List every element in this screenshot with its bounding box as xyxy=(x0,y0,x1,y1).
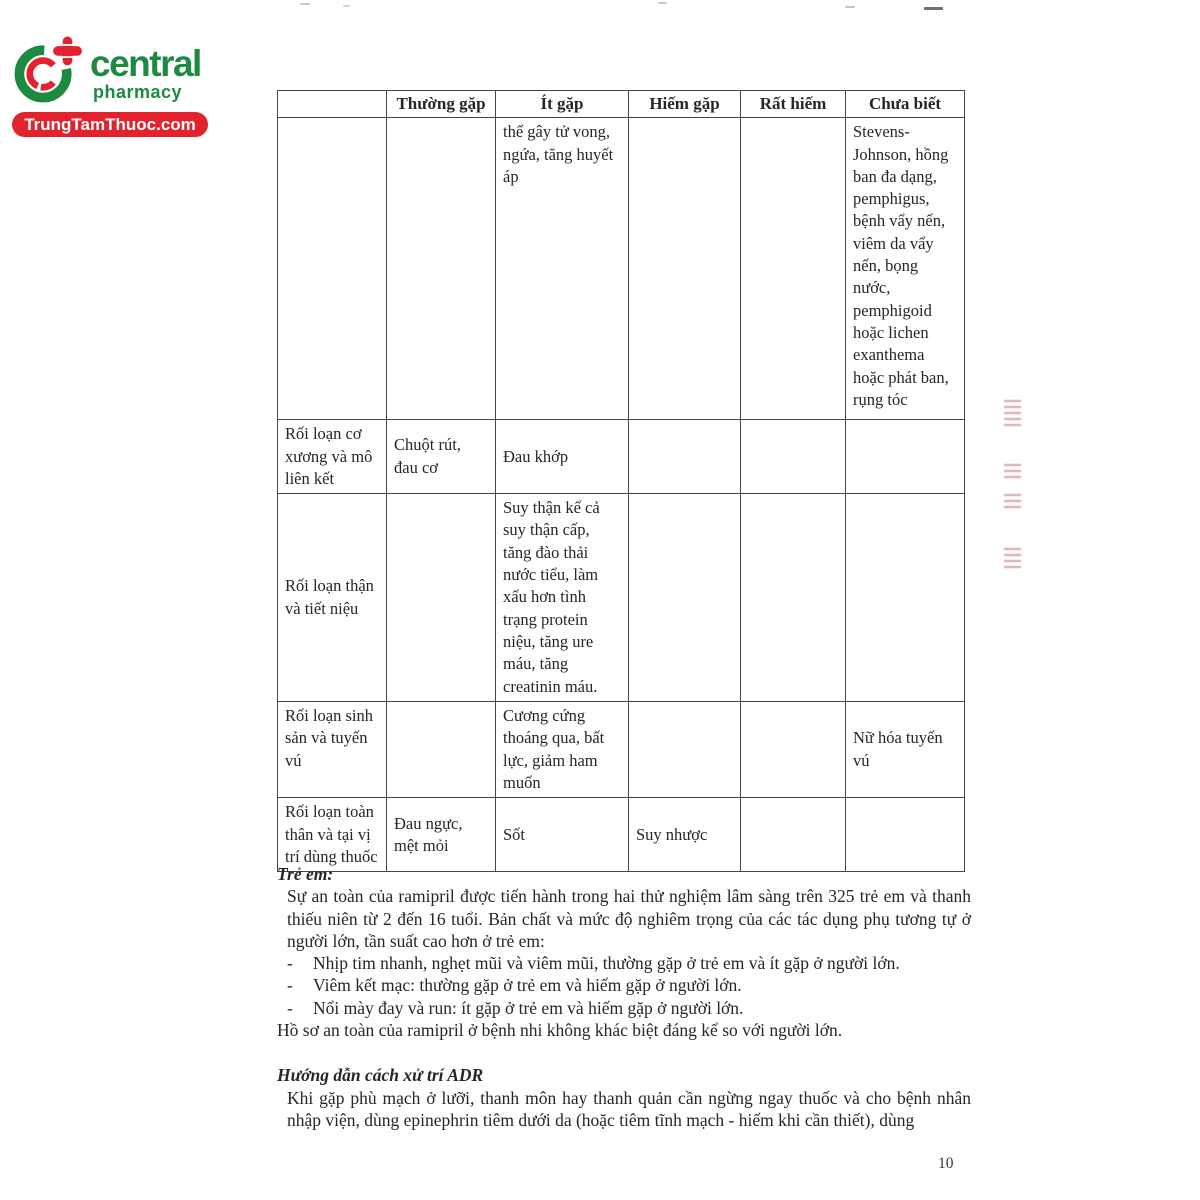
table-cell: Chuột rút, đau cơ xyxy=(387,420,496,494)
table-cell xyxy=(387,118,496,420)
bullet-marker: - xyxy=(287,953,293,974)
table-cell: Stevens-Johnson, hồng ban đa dạng, pemphigus, bệnh vẩy nến, viêm da vẩy nến, bọng nước, pemphigoid hoặc lichen exanthema hoặc phát ban, rụng tóc xyxy=(846,118,965,420)
row-label-cell: Rối loạn cơ xương và mô liên kết xyxy=(278,420,387,494)
row-label-cell: Rối loạn toàn thân và tại vị trí dùng thuốc xyxy=(278,798,387,872)
table-row xyxy=(278,118,965,420)
adverse-reactions-table xyxy=(277,90,965,872)
scan-artifact xyxy=(658,2,667,4)
body-text xyxy=(277,863,971,1131)
logo-website-pill: TrungTamThuoc.com xyxy=(12,112,208,137)
bullet-text: Nổi mày đay và run: ít gặp ở trẻ em và hiếm gặp ở người lớn. xyxy=(313,997,744,1018)
table-header-cell: Ít gặp xyxy=(496,91,629,118)
plus-icon xyxy=(52,35,83,66)
red-stamp xyxy=(1002,398,1024,574)
table-cell: Nữ hóa tuyến vú xyxy=(846,702,965,798)
adr-section-heading: Hướng dẫn cách xử trí ADR xyxy=(277,1065,484,1086)
list-item xyxy=(287,997,971,1019)
table-cell xyxy=(741,494,846,702)
table-cell xyxy=(629,420,741,494)
children-section-paragraph: Sự an toàn của ramipril được tiến hành trong hai thử nghiệm lâm sàng trên 325 trẻ em và thanh thiếu niên từ 2 đến 16 tuổi. Bản chất và mức độ nghiêm trọng của các tác dụng phụ tương tự ở người lớn, tần suất cao hơn ở trẻ em: xyxy=(287,886,971,951)
children-section-closing: Hồ sơ an toàn của ramipril ở bệnh nhi không khác biệt đáng kể so với người lớn. xyxy=(277,1020,843,1041)
list-item xyxy=(287,952,971,974)
bullet-marker: - xyxy=(287,997,293,1018)
table-cell xyxy=(629,494,741,702)
table-cell xyxy=(741,798,846,872)
logo-brand-text: central xyxy=(90,43,201,84)
children-section-heading: Trẻ em: xyxy=(277,864,334,884)
table-header-cell xyxy=(278,91,387,118)
table-header-cell: Chưa biết xyxy=(846,91,965,118)
table-cell xyxy=(387,702,496,798)
list-item xyxy=(287,974,971,996)
central-pharmacy-logo xyxy=(12,30,210,137)
logo-tagline-text: pharmacy xyxy=(93,82,183,102)
page-number: 10 xyxy=(938,1155,954,1172)
table-cell xyxy=(387,494,496,702)
row-label-cell: Rối loạn thận và tiết niệu xyxy=(278,494,387,702)
scan-artifact xyxy=(300,3,310,5)
table-header-cell: Thường gặp xyxy=(387,91,496,118)
scan-artifact xyxy=(845,6,855,8)
table-cell xyxy=(846,798,965,872)
table-cell: Sốt xyxy=(496,798,629,872)
table-cell xyxy=(629,702,741,798)
bullet-text: Nhịp tim nhanh, nghẹt mũi và viêm mũi, thường gặp ở trẻ em và ít gặp ở người lớn. xyxy=(313,953,900,974)
bullet-marker: - xyxy=(287,975,293,996)
logo-icon xyxy=(12,30,86,106)
table-row xyxy=(278,494,965,702)
row-label-cell xyxy=(278,118,387,420)
table-cell: Cương cứng thoáng qua, bất lực, giảm ham muốn xyxy=(496,702,629,798)
table-cell xyxy=(846,420,965,494)
table-row xyxy=(278,798,965,872)
table-cell xyxy=(741,702,846,798)
table-cell xyxy=(741,118,846,420)
adr-section-paragraph: Khi gặp phù mạch ở lưỡi, thanh môn hay thanh quản cần ngừng ngay thuốc và cho bệnh nhân nhập viện, dùng epinephrin tiêm dưới da (hoặc tiêm tĩnh mạch - hiếm khi cần thiết), dùng xyxy=(287,1087,971,1130)
table-cell: Đau ngực, mệt mỏi xyxy=(387,798,496,872)
scan-artifact xyxy=(924,7,943,10)
table-header-row xyxy=(278,91,965,118)
table-cell: thể gây tử vong, ngứa, tăng huyết áp xyxy=(496,118,629,420)
table-cell: Suy nhược xyxy=(629,798,741,872)
scan-artifact xyxy=(343,5,350,7)
table-row xyxy=(278,420,965,494)
table-cell xyxy=(846,494,965,702)
table-cell xyxy=(741,420,846,494)
table-header-cell: Hiếm gặp xyxy=(629,91,741,118)
table-header-cell: Rất hiếm xyxy=(741,91,846,118)
table-cell: Suy thận kể cả suy thận cấp, tăng đào thải nước tiểu, làm xấu hơn tình trạng protein niệu, tăng ure máu, tăng creatinin máu. xyxy=(496,494,629,702)
table-row xyxy=(278,702,965,798)
table-cell: Đau khớp xyxy=(496,420,629,494)
table-cell xyxy=(629,118,741,420)
bullet-text: Viêm kết mạc: thường gặp ở trẻ em và hiếm gặp ở người lớn. xyxy=(313,975,742,996)
row-label-cell: Rối loạn sinh sản và tuyến vú xyxy=(278,702,387,798)
